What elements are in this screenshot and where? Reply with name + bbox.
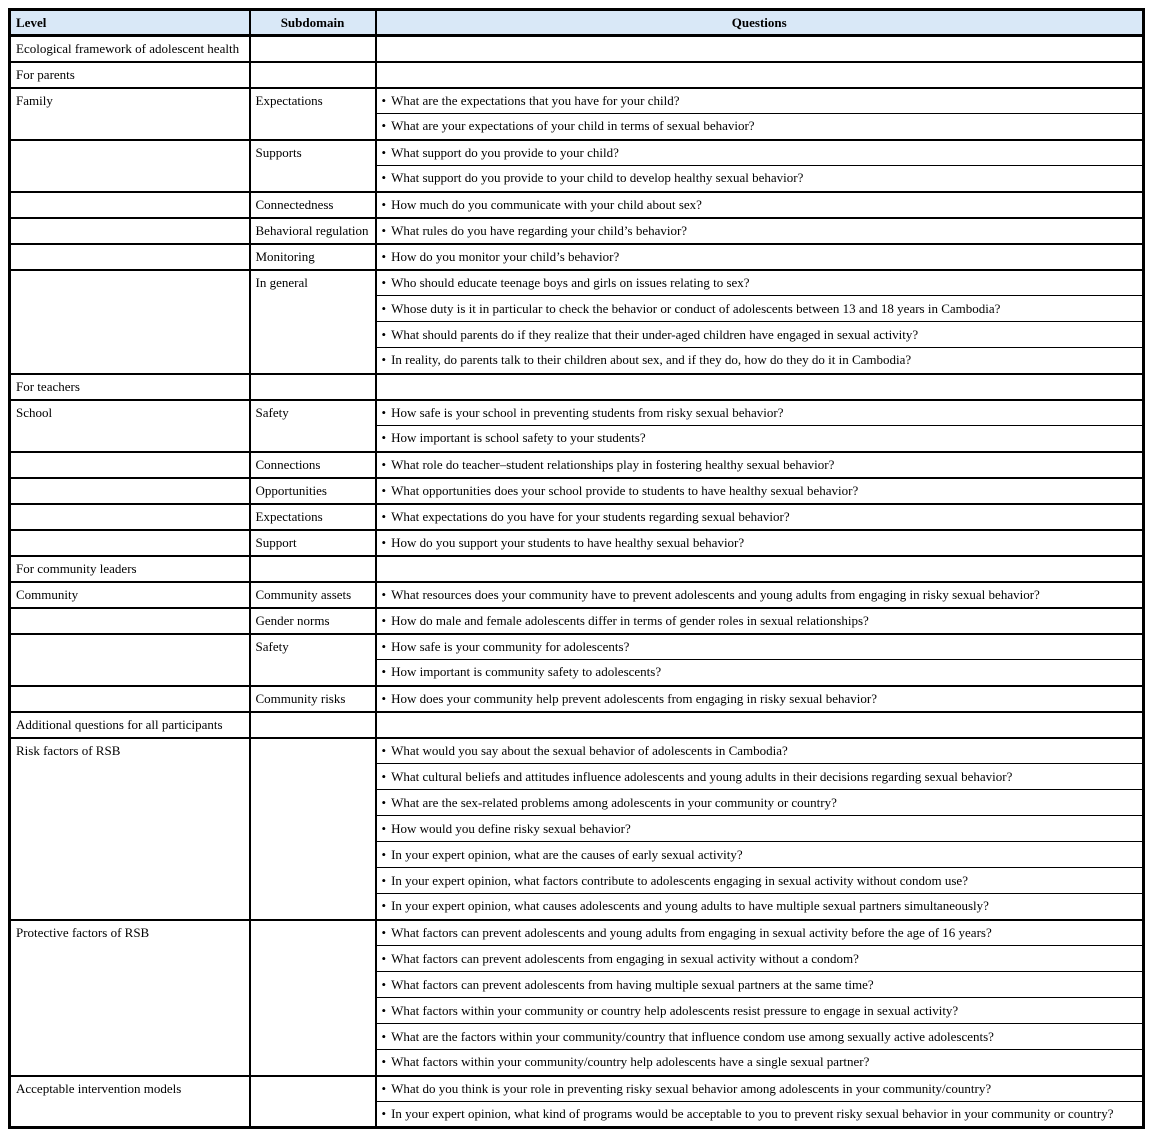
question-text: How do you monitor your child’s behavior? bbox=[391, 248, 620, 264]
table-row bbox=[10, 452, 1144, 478]
question-cell bbox=[376, 530, 1144, 556]
question-text: What factors can prevent adolescents and young adults from engaging in sexual activity before the age of 16 years? bbox=[391, 924, 992, 940]
table-row bbox=[10, 400, 1144, 426]
column-header-subdomain: Subdomain bbox=[250, 10, 376, 36]
questions-table bbox=[8, 8, 1145, 1129]
question-cell bbox=[376, 296, 1144, 322]
question-text: In your expert opinion, what are the causes of early sexual activity? bbox=[391, 846, 743, 862]
table-row bbox=[10, 36, 1144, 62]
question-text: What are your expectations of your child in terms of sexual behavior? bbox=[391, 118, 755, 134]
question-text: What rules do you have regarding your child’s behavior? bbox=[391, 222, 688, 238]
question-text: What factors can prevent adolescents from having multiple sexual partners at the same time? bbox=[391, 976, 874, 992]
bullet-icon: • bbox=[381, 170, 387, 186]
question-cell bbox=[376, 36, 1144, 62]
level-cell: Ecological framework of adolescent health bbox=[10, 36, 250, 62]
question-text: In your expert opinion, what causes adolescents and young adults to have multiple sexual partners simultaneously? bbox=[391, 898, 989, 914]
table-row bbox=[10, 556, 1144, 582]
subdomain-cell: Monitoring bbox=[250, 244, 376, 270]
level-cell bbox=[10, 504, 250, 530]
level-cell: Community bbox=[10, 582, 250, 608]
subdomain-cell bbox=[250, 556, 376, 582]
question-cell bbox=[376, 400, 1144, 426]
question-cell bbox=[376, 1102, 1144, 1128]
question-text: How do male and female adolescents differ in terms of gender roles in sexual relationships? bbox=[391, 612, 869, 628]
table-row bbox=[10, 140, 1144, 166]
question-text: What support do you provide to your child to develop healthy sexual behavior? bbox=[391, 170, 804, 186]
level-cell bbox=[10, 686, 250, 712]
level-cell: For parents bbox=[10, 62, 250, 88]
question-cell bbox=[376, 634, 1144, 660]
bullet-icon: • bbox=[381, 690, 387, 706]
question-cell bbox=[376, 816, 1144, 842]
bullet-icon: • bbox=[381, 482, 387, 498]
question-text: How does your community help prevent adolescents from engaging in risky sexual behavior? bbox=[391, 690, 877, 706]
level-cell: Acceptable intervention models bbox=[10, 1076, 250, 1128]
question-text: What support do you provide to your child? bbox=[391, 144, 619, 160]
bullet-icon: • bbox=[381, 222, 387, 238]
header-row bbox=[10, 10, 1144, 36]
table-row bbox=[10, 582, 1144, 608]
bullet-icon: • bbox=[381, 300, 387, 316]
table-row bbox=[10, 244, 1144, 270]
level-cell: For community leaders bbox=[10, 556, 250, 582]
bullet-icon: • bbox=[381, 768, 387, 784]
question-cell bbox=[376, 556, 1144, 582]
bullet-icon: • bbox=[381, 352, 387, 368]
question-text: How much do you communicate with your child about sex? bbox=[391, 196, 702, 212]
table-row bbox=[10, 504, 1144, 530]
bullet-icon: • bbox=[381, 976, 387, 992]
bullet-icon: • bbox=[381, 742, 387, 758]
question-cell bbox=[376, 582, 1144, 608]
table-row bbox=[10, 738, 1144, 764]
subdomain-cell: Community risks bbox=[250, 686, 376, 712]
level-cell: Additional questions for all participants bbox=[10, 712, 250, 738]
question-text: What factors can prevent adolescents from engaging in sexual activity without a condom? bbox=[391, 950, 859, 966]
question-text: What cultural beliefs and attitudes influence adolescents and young adults in their decisions regarding sexual behavior? bbox=[391, 768, 1013, 784]
question-cell bbox=[376, 62, 1144, 88]
table-header bbox=[10, 10, 1144, 36]
level-cell: Protective factors of RSB bbox=[10, 920, 250, 1076]
subdomain-cell: Community assets bbox=[250, 582, 376, 608]
column-header-level: Level bbox=[10, 10, 250, 36]
question-text: How safe is your school in preventing students from risky sexual behavior? bbox=[391, 404, 784, 420]
subdomain-cell: Gender norms bbox=[250, 608, 376, 634]
question-cell bbox=[376, 426, 1144, 452]
table-row bbox=[10, 1076, 1144, 1102]
question-text: What factors within your community/country help adolescents have a single sexual partner? bbox=[391, 1054, 870, 1070]
subdomain-cell: Connectedness bbox=[250, 192, 376, 218]
subdomain-cell: Expectations bbox=[250, 88, 376, 140]
question-cell bbox=[376, 166, 1144, 192]
bullet-icon: • bbox=[381, 872, 387, 888]
question-text: What are the sex-related problems among adolescents in your community or country? bbox=[391, 794, 837, 810]
question-cell bbox=[376, 1024, 1144, 1050]
question-text: What would you say about the sexual behavior of adolescents in Cambodia? bbox=[391, 742, 788, 758]
table-body bbox=[10, 36, 1144, 1128]
question-cell bbox=[376, 946, 1144, 972]
question-text: What are the factors within your community/country that influence condom use among sexually active adolescents? bbox=[391, 1028, 994, 1044]
question-cell bbox=[376, 608, 1144, 634]
question-cell bbox=[376, 660, 1144, 686]
bullet-icon: • bbox=[381, 794, 387, 810]
question-cell bbox=[376, 972, 1144, 998]
subdomain-cell: Expectations bbox=[250, 504, 376, 530]
question-text: In your expert opinion, what kind of programs would be acceptable to you to prevent risky sexual behavior in your community or country? bbox=[391, 1106, 1114, 1121]
question-cell bbox=[376, 478, 1144, 504]
question-cell bbox=[376, 270, 1144, 296]
question-cell bbox=[376, 712, 1144, 738]
table-row bbox=[10, 686, 1144, 712]
bullet-icon: • bbox=[381, 664, 387, 680]
level-cell bbox=[10, 478, 250, 504]
question-text: What factors within your community or country help adolescents resist pressure to engage in sexual activity? bbox=[391, 1002, 959, 1018]
question-cell bbox=[376, 374, 1144, 400]
question-cell bbox=[376, 1050, 1144, 1076]
subdomain-cell: Connections bbox=[250, 452, 376, 478]
table-row bbox=[10, 478, 1144, 504]
bullet-icon: • bbox=[381, 430, 387, 446]
bullet-icon: • bbox=[381, 248, 387, 264]
bullet-icon: • bbox=[381, 508, 387, 524]
subdomain-cell bbox=[250, 62, 376, 88]
table-row bbox=[10, 608, 1144, 634]
subdomain-cell bbox=[250, 374, 376, 400]
level-cell: School bbox=[10, 400, 250, 452]
bullet-icon: • bbox=[381, 144, 387, 160]
bullet-icon: • bbox=[381, 638, 387, 654]
question-text: In reality, do parents talk to their children about sex, and if they do, how do they do it in Cambodia? bbox=[391, 352, 912, 368]
question-cell bbox=[376, 218, 1144, 244]
table-row bbox=[10, 530, 1144, 556]
level-cell bbox=[10, 140, 250, 192]
question-cell bbox=[376, 88, 1144, 114]
question-text: How important is school safety to your students? bbox=[391, 430, 646, 446]
table-row bbox=[10, 62, 1144, 88]
bullet-icon: • bbox=[381, 586, 387, 602]
subdomain-cell: Safety bbox=[250, 634, 376, 686]
bullet-icon: • bbox=[381, 1002, 387, 1018]
question-text: What opportunities does your school provide to students to have healthy sexual behavior? bbox=[391, 482, 859, 498]
level-cell bbox=[10, 452, 250, 478]
table-row bbox=[10, 712, 1144, 738]
bullet-icon: • bbox=[381, 924, 387, 940]
question-text: How would you define risky sexual behavior? bbox=[391, 820, 631, 836]
bullet-icon: • bbox=[381, 274, 387, 290]
question-text: What role do teacher–student relationships play in fostering healthy sexual behavior? bbox=[391, 456, 835, 472]
question-cell bbox=[376, 998, 1144, 1024]
subdomain-cell bbox=[250, 712, 376, 738]
bullet-icon: • bbox=[381, 1028, 387, 1044]
bullet-icon: • bbox=[381, 118, 387, 134]
question-text: How do you support your students to have healthy sexual behavior? bbox=[391, 534, 745, 550]
level-cell: For teachers bbox=[10, 374, 250, 400]
table-row bbox=[10, 920, 1144, 946]
level-cell bbox=[10, 608, 250, 634]
question-text: Whose duty is it in particular to check the behavior or conduct of adolescents between 13 and 18 years in Cambodia? bbox=[391, 300, 1001, 316]
bullet-icon: • bbox=[381, 196, 387, 212]
question-cell bbox=[376, 140, 1144, 166]
bullet-icon: • bbox=[381, 404, 387, 420]
subdomain-cell bbox=[250, 1076, 376, 1128]
subdomain-cell bbox=[250, 36, 376, 62]
subdomain-cell: Supports bbox=[250, 140, 376, 192]
question-cell bbox=[376, 348, 1144, 374]
question-cell bbox=[376, 192, 1144, 218]
question-text: How important is community safety to adolescents? bbox=[391, 664, 662, 680]
question-cell bbox=[376, 1076, 1144, 1102]
bullet-icon: • bbox=[381, 326, 387, 342]
bullet-icon: • bbox=[381, 1080, 387, 1096]
bullet-icon: • bbox=[381, 898, 387, 914]
question-text: Who should educate teenage boys and girls on issues relating to sex? bbox=[391, 274, 750, 290]
question-text: In your expert opinion, what factors contribute to adolescents engaging in sexual activity without condom use? bbox=[391, 872, 968, 888]
table-row bbox=[10, 634, 1144, 660]
level-cell bbox=[10, 634, 250, 686]
level-cell: Risk factors of RSB bbox=[10, 738, 250, 920]
bullet-icon: • bbox=[381, 612, 387, 628]
level-cell bbox=[10, 244, 250, 270]
table-row bbox=[10, 192, 1144, 218]
bullet-icon: • bbox=[381, 92, 387, 108]
subdomain-cell: Support bbox=[250, 530, 376, 556]
question-cell bbox=[376, 504, 1144, 530]
question-cell bbox=[376, 738, 1144, 764]
question-cell bbox=[376, 764, 1144, 790]
question-cell bbox=[376, 868, 1144, 894]
column-header-questions: Questions bbox=[376, 10, 1144, 36]
subdomain-cell: Safety bbox=[250, 400, 376, 452]
question-text: What expectations do you have for your students regarding sexual behavior? bbox=[391, 508, 790, 524]
question-cell bbox=[376, 790, 1144, 816]
question-text: What resources does your community have to prevent adolescents and young adults from engaging in risky sexual behavior? bbox=[391, 586, 1040, 602]
table-row bbox=[10, 88, 1144, 114]
level-cell bbox=[10, 218, 250, 244]
level-cell bbox=[10, 530, 250, 556]
bullet-icon: • bbox=[381, 1106, 387, 1121]
bullet-icon: • bbox=[381, 456, 387, 472]
bullet-icon: • bbox=[381, 1054, 387, 1070]
question-text: What should parents do if they realize that their under-aged children have engaged in sexual activity? bbox=[391, 326, 919, 342]
subdomain-cell bbox=[250, 738, 376, 920]
question-cell bbox=[376, 894, 1144, 920]
level-cell bbox=[10, 270, 250, 374]
question-text: How safe is your community for adolescents? bbox=[391, 638, 630, 654]
subdomain-cell bbox=[250, 920, 376, 1076]
bullet-icon: • bbox=[381, 820, 387, 836]
question-cell bbox=[376, 114, 1144, 140]
question-cell bbox=[376, 686, 1144, 712]
question-cell bbox=[376, 920, 1144, 946]
question-cell bbox=[376, 322, 1144, 348]
question-cell bbox=[376, 842, 1144, 868]
table-row bbox=[10, 374, 1144, 400]
question-text: What do you think is your role in preventing risky sexual behavior among adolescents in your community/country? bbox=[391, 1080, 992, 1096]
subdomain-cell: Opportunities bbox=[250, 478, 376, 504]
bullet-icon: • bbox=[381, 950, 387, 966]
table-row bbox=[10, 218, 1144, 244]
subdomain-cell: Behavioral regulation bbox=[250, 218, 376, 244]
question-text: What are the expectations that you have for your child? bbox=[391, 92, 680, 108]
bullet-icon: • bbox=[381, 534, 387, 550]
table-row bbox=[10, 270, 1144, 296]
question-cell bbox=[376, 244, 1144, 270]
question-cell bbox=[376, 452, 1144, 478]
level-cell: Family bbox=[10, 88, 250, 140]
bullet-icon: • bbox=[381, 846, 387, 862]
subdomain-cell: In general bbox=[250, 270, 376, 374]
level-cell bbox=[10, 192, 250, 218]
